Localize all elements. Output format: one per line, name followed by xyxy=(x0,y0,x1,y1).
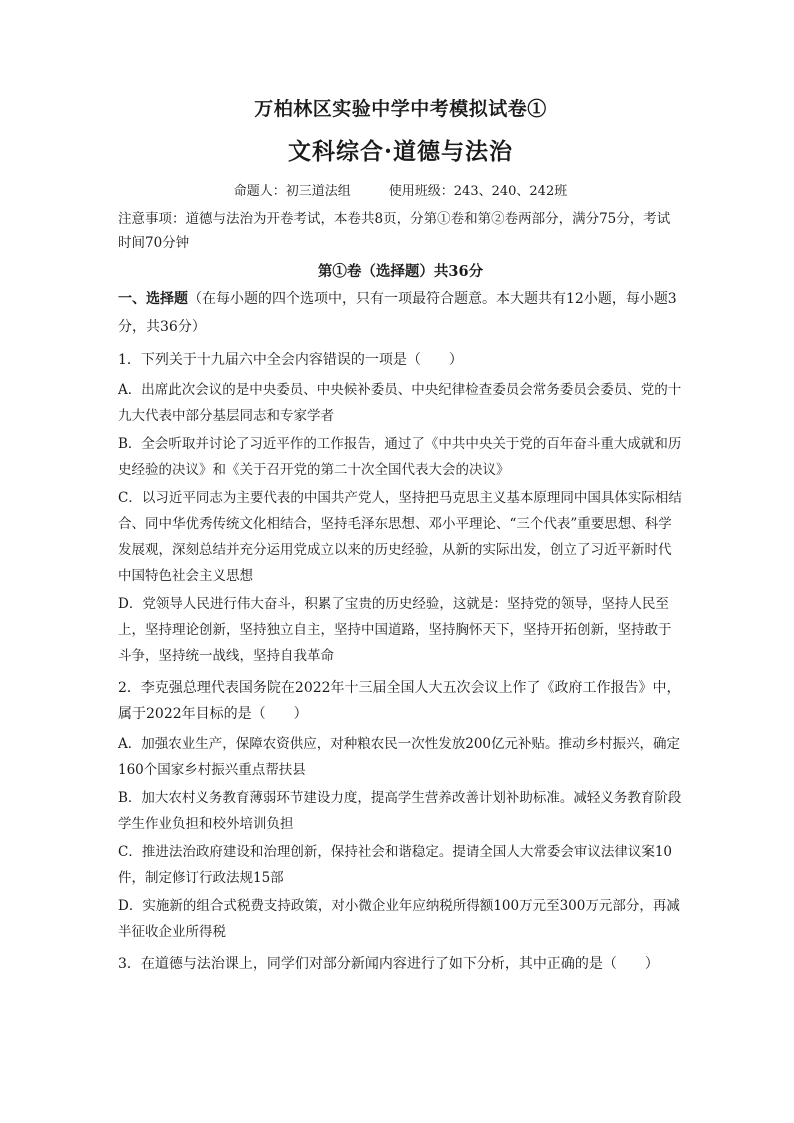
exam-classes: 使用班级：243、240、242班 xyxy=(388,184,568,199)
question-option: B．全会听取并讨论了习近平作的工作报告，通过了《中共中央关于党的百年奋斗重大成就和历史经验的决议》和《关于召开党的第二十次全国代表大会的决议》 xyxy=(118,436,682,478)
part-instruction xyxy=(118,285,683,341)
exam-title: 万柏林区实验中学中考模拟试卷① xyxy=(254,98,547,120)
question-3 xyxy=(118,951,683,977)
question-option: B．加大农村义务教育薄弱环节建设力度，提高学生营养改善计划补助标准。减轻义务教育阶段学生作业负担和校外培训负担 xyxy=(118,790,682,832)
question-option: A．加强农业生产，保障农资供应，对种粮农民一次性发放200亿元补贴。推动乡村振兴，确定160个国家乡村振兴重点帮扶县 xyxy=(118,736,681,778)
exam-notice: 注意事项：道德与法治为开卷考试，本卷共8页，分第①卷和第②卷两部分，满分75分，考试时间70分钟 xyxy=(118,211,671,251)
exam-meta xyxy=(118,180,683,199)
question-option: C．以习近平同志为主要代表的中国共产党人，坚持把马克思主义基本原理同中国具体实际相结合、同中华优秀传统文化相结合，坚持毛泽东思想、邓小平理论、“三个代表”重要思想、科学发展观，深刻总结并充分运用党成立以来的历史经验，从新的实际出发，创立了习近平新时代中国特色社会主义思想 xyxy=(118,490,682,584)
question-1 xyxy=(118,347,683,669)
question-stem: 1．下列关于十九届六中全会内容错误的一项是（ ） xyxy=(118,352,463,368)
exam-author: 命题人：初三道法组 xyxy=(233,184,351,199)
question-option: D．党领导人民进行伟大奋斗，积累了宝贵的历史经验，这就是：坚持党的领导，坚持人民至上，坚持理论创新，坚持独立自主，坚持中国道路，坚持胸怀天下，坚持开拓创新，坚持敢于斗争，坚持统一战线，坚持自我革命 xyxy=(118,596,672,664)
question-stem: 3．在道德与法治课上，同学们对部分新闻内容进行了如下分析，其中正确的是（ ） xyxy=(118,956,659,972)
document-body xyxy=(118,94,683,981)
question-option: D．实施新的组合式税费支持政策，对小微企业年应纳税所得额100万元至300万元部分，再减半征收企业所得税 xyxy=(118,898,680,940)
question-option: C．推进法治政府建设和治理创新，保持社会和谐稳定。提请全国人大常委会审议法律议案10件，制定修订行政法规15部 xyxy=(118,844,673,886)
question-2 xyxy=(118,675,683,945)
question-stem: 2．李克强总理代表国务院在2022年十三届全国人大五次会议上作了《政府工作报告》中，属于2022年目标的是（ ） xyxy=(118,680,681,722)
part-instruction-text: （在每小题的四个选项中，只有一项最符合题意。本大题共有12小题，每小题3分，共36分） xyxy=(118,291,677,335)
part-heading: 一、选择题 xyxy=(118,291,188,307)
exam-subtitle: 文科综合·道德与法治 xyxy=(287,138,513,165)
question-option: A．出席此次会议的是中央委员、中央候补委员、中央纪律检查委员会常务委员会委员、党的十九大代表中部分基层同志和专家学者 xyxy=(118,382,682,424)
section-title: 第①卷（选择题）共36分 xyxy=(317,263,484,280)
